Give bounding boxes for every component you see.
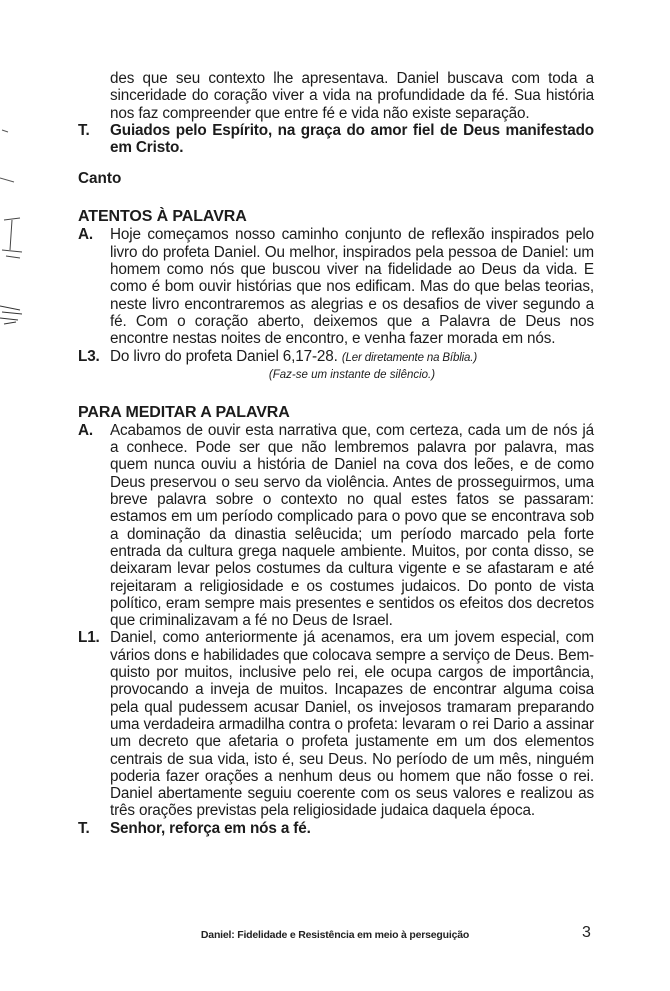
response-text: Senhor, reforça em nós a fé. [110, 819, 311, 837]
paragraph-text: Acabamos de ouvir esta narrativa que, com certeza, cada um de nós já a conhece. Pode ser que não lembremos palavra por palavra, mas quem nunca ouviu a história de Daniel na cova dos leões, e de como Deus preservou o seu servo da violência. Antes de prosseguirmos, uma breve palavra sobre o contexto no qual estes fatos se passaram: estamos em um período complicado para o povo que se encontrava sob a dominação da dinastia selêucida; um período marcado pela forte entrada da cultura grega naquele ambiente. Muitos, por conta disso, se deixaram levar pelos costumes da cultura vigente e se afastaram e até rejeitaram a religiosidade e os costumes judaicos. Do ponto de vista político, eram sempre mais presentes e sentidos os efeitos dos decretos que criminalizavam a fé no Deus de Israel. [110, 421, 594, 630]
page-edge-marks [0, 120, 24, 340]
reading-note: (Ler diretamente na Bíblia.) [341, 351, 478, 364]
speaker-label: T. [78, 819, 90, 837]
continuation-text: des que seu contexto lhe apresentava. Daniel buscava com toda a sinceridade do coração viver a vida na profundidade da fé. Sua história nos faz compreender que entre fé e vida não existe separação. [110, 70, 594, 122]
paragraph-text: Daniel, como anteriormente já acenamos, era um jovem especial, com vários dons e habilidades que colocava sempre a serviço de Deus. Bem-quisto por muitos, inclusive pelo rei, ele ocupa cargos de importância, provocando a inveja de muitos. Incapazes de encontrar alguma coisa pela qual pudessem acusar Daniel, os invejosos tramaram preparando uma verdadeira armadilha contra o profeta: levaram o rei Dario a assinar um decreto que afetaria o profeta justamente em um dos elementos centrais de sua vida, isto é, seu Deus. No período de um mês, ninguém poderia fazer orações a nenhum deus ou homem que não fosse o rei. Daniel abertamente seguiu coerente com os seus valores e realizou as três orações previstas pela religiosidade judaica daquela época. [110, 629, 594, 820]
paragraph-text: Hoje começamos nosso caminho conjunto de reflexão inspirados pelo livro do profeta Daniel. Ou melhor, inspirados pela pessoa de Daniel: um homem como nós que buscou viver na fidelidade ao Deus da vida. E como é bom ouvir histórias que nos edificam. Mas do que belas teorias, neste livro encontraremos as alegrias e os desafios de viver segundo a fé. Com o coração aberto, deixemos que a Palavra de Deus nos encontre nestas noites de encontro, e venha fazer morada em nós. [110, 226, 594, 348]
paragraph-l1-meditar [78, 629, 594, 819]
reading-reference: Do livro do profeta Daniel 6,17-28. [110, 347, 338, 365]
section-heading-atentos: ATENTOS À PALAVRA [78, 208, 247, 226]
continuation-paragraph [78, 70, 594, 122]
speaker-label: A. [78, 421, 93, 439]
response-t-guiados [78, 122, 594, 157]
page-number: 3 [582, 924, 591, 941]
response-t-senhor [78, 820, 594, 837]
response-text: Guiados pelo Espírito, na graça do amor fiel de Deus manifestado em Cristo. [110, 121, 594, 157]
speaker-label: T. [78, 121, 90, 139]
speaker-label: A. [78, 226, 93, 244]
paragraph-a-atentos [78, 226, 594, 347]
section-heading-meditar: PARA MEDITAR A PALAVRA [78, 403, 290, 421]
reading-l3 [78, 348, 594, 367]
speaker-label: L3. [78, 347, 100, 365]
silence-note: (Faz-se um instante de silêncio.) [268, 368, 436, 381]
speaker-label: L1. [78, 629, 100, 647]
paragraph-a-meditar [78, 422, 594, 630]
canto-label: Canto [78, 170, 122, 188]
page-body [78, 70, 594, 837]
footer-book-title: Daniel: Fidelidade e Resistência em meio à perseguição [200, 929, 470, 941]
